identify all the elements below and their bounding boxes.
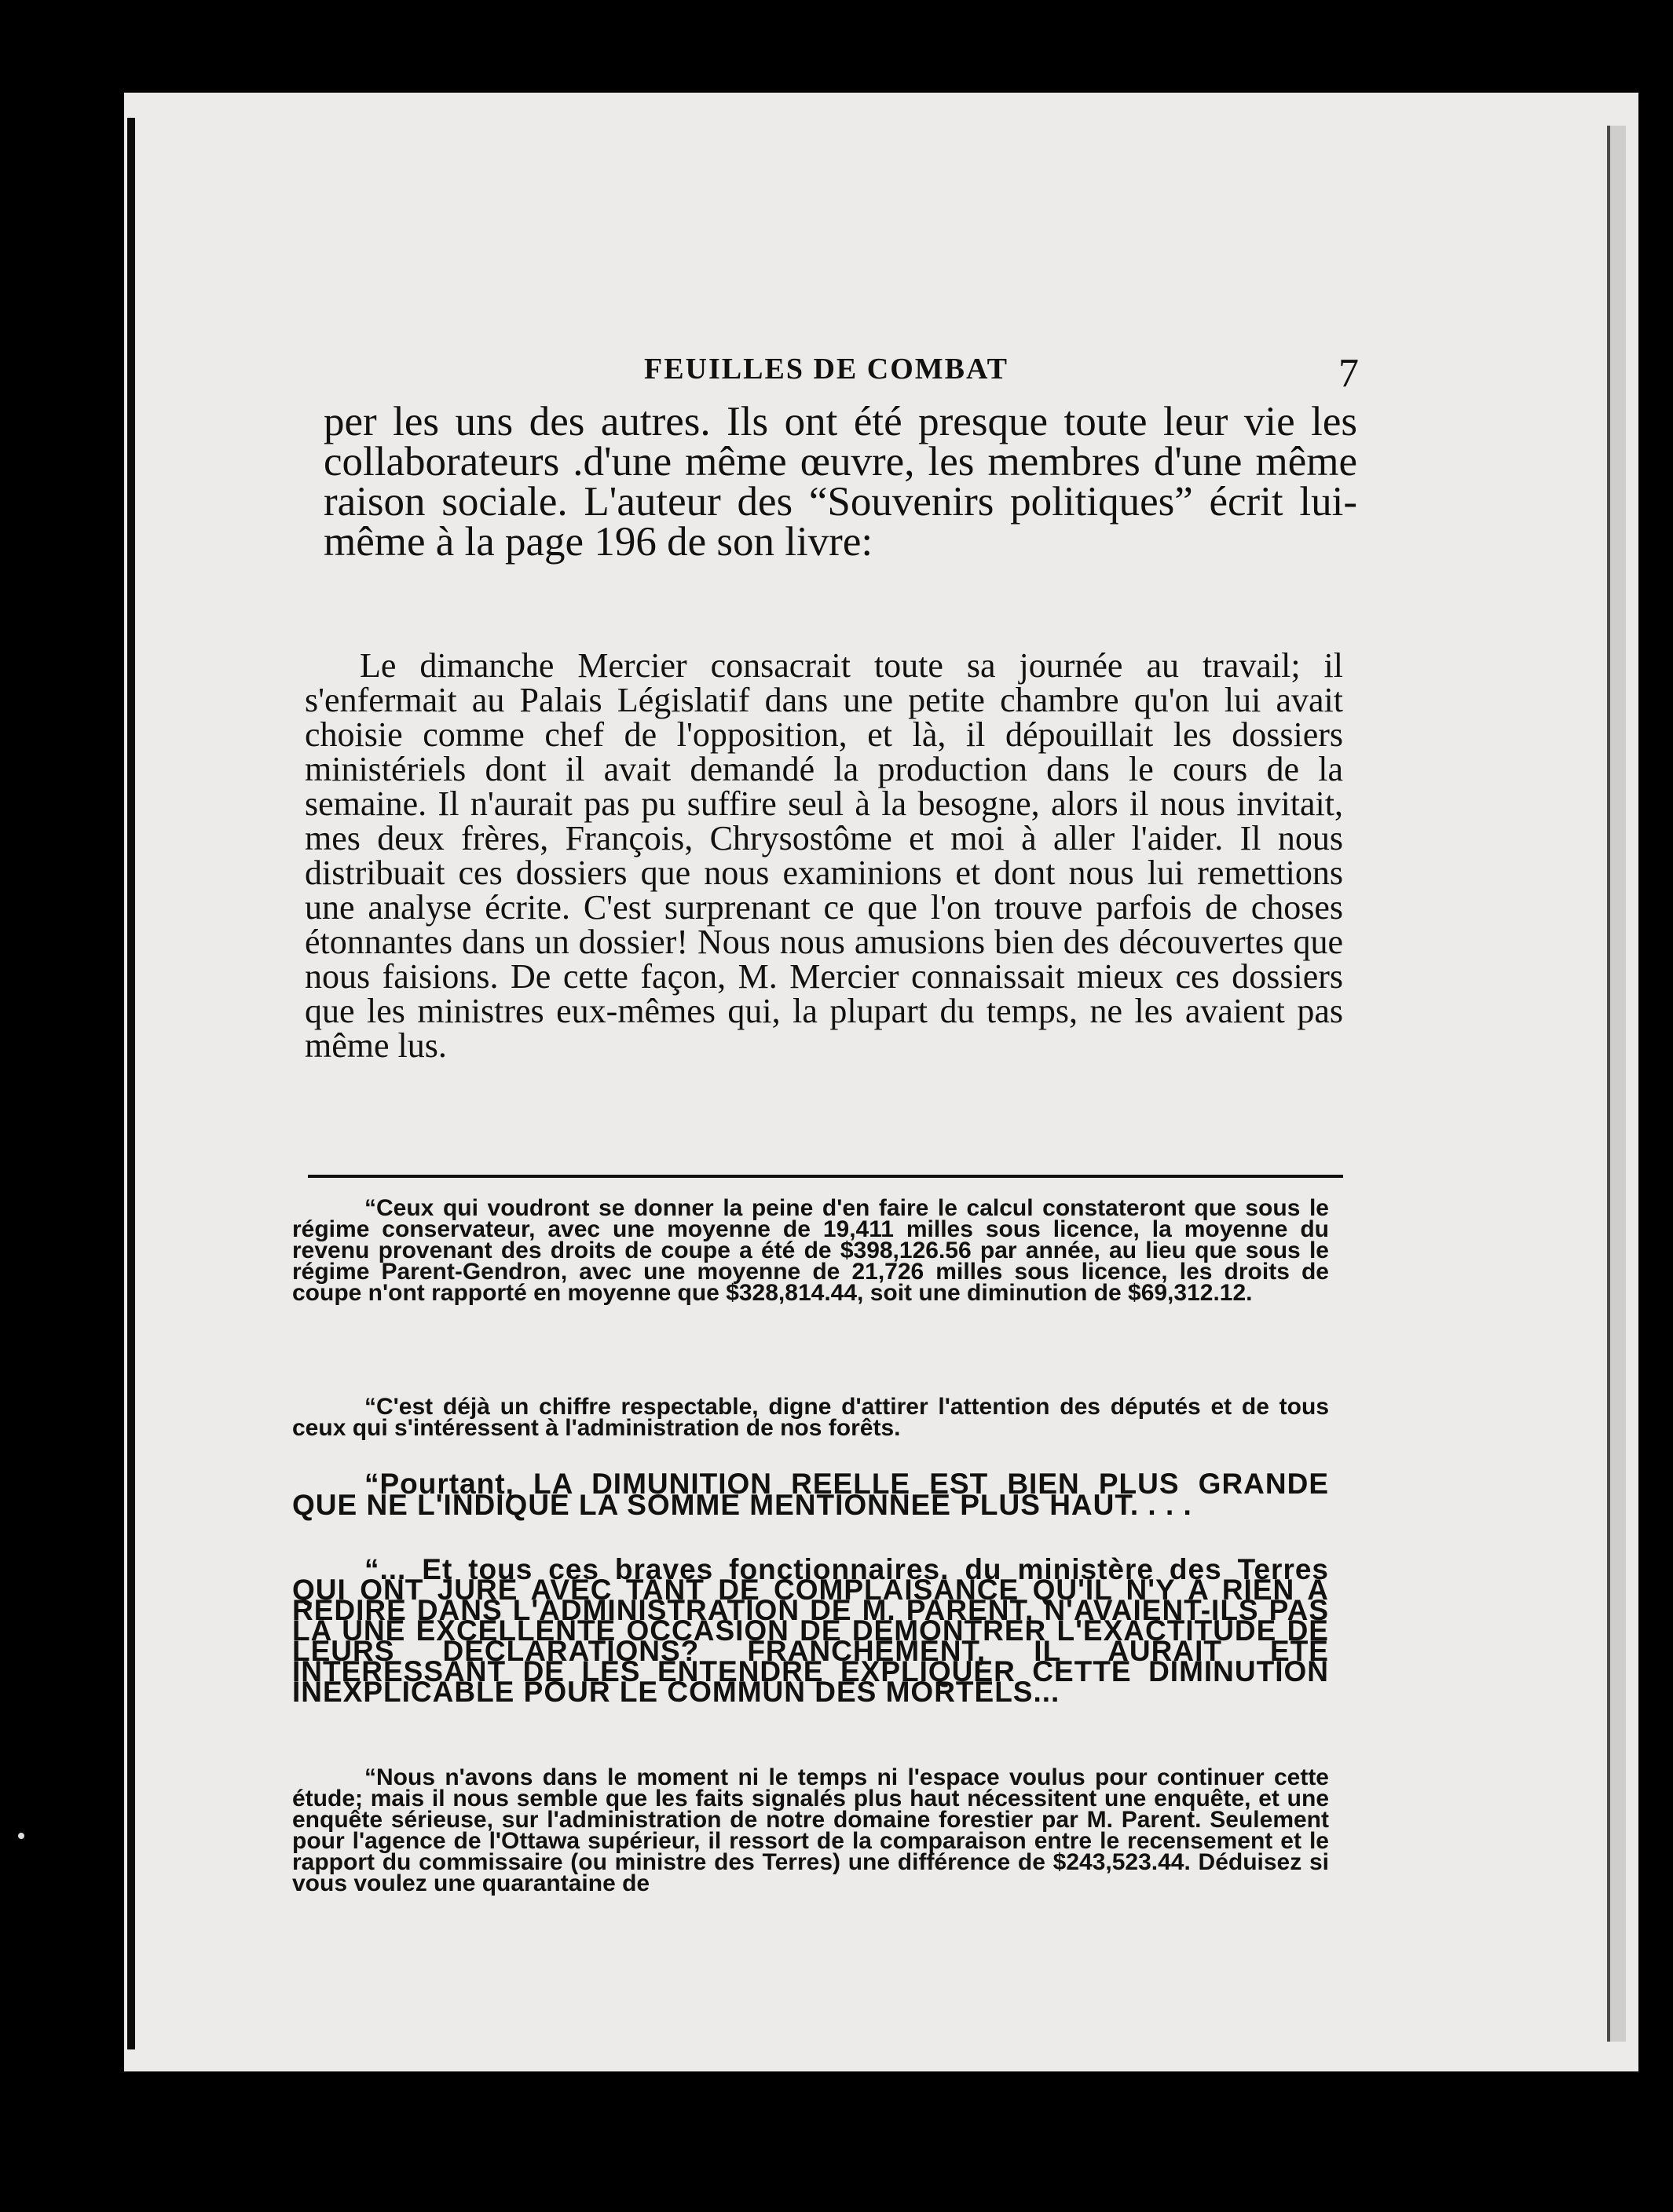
- footnote-paragraph-1: “Ceux qui voudront se donner la peine d'en faire le calcul constateront que sous le régime conservateur, avec une moyenne de 19,411 milles sous licence, la moyenne du revenu provenant des droits de coupe a été de $398,126.56 par année, au lieu que sous le régime Parent-Gendron, avec une moyenne de 21,726 milles sous licence, les droits de coupe n'ont rapporté en moyenne que $328,814.44, soit une diminution de $69,312.12.: [292, 1195, 1329, 1306]
- quoted-passage: Le dimanche Mercier consacrait toute sa journée au travail; il s'enfermait au Palais Législatif dans une petite chambre qu'on lui avait choisie comme chef de l'opposition, et là, il dépouillait les dossiers ministériels dont il avait demandé la production dans le cours de la semaine. Il n'aurait pas pu suffire seul à la besogne, alors il nous invitait, mes deux frères, François, Chrysostôme et moi à aller l'aider. Il nous distribuait ces dossiers que nous examinions et dont nous lui remettions une analyse écrite. C'est surprenant ce que l'on trouve parfois de choses étonnantes dans un dossier! Nous nous amusions bien des découvertes que nous faisions. De cette façon, M. Mercier connaissait mieux ces dossiers que les ministres eux-mêmes qui, la plupart du temps, ne les avaient pas même lus.: [305, 646, 1343, 1065]
- footnote-paragraph-3: “Pourtant, LA DIMUNITION REELLE EST BIEN PLUS GRANDE QUE NE L'INDIQUE LA SOMME MENTIONNEE PLUS HAUT. . . .: [292, 1468, 1329, 1521]
- running-title: FEUILLES DE COMBAT: [644, 353, 1009, 386]
- footnote-paragraph-5: “Nous n'avons dans le moment ni le temps ni l'espace voulus pour continuer cette étude; mais il nous semble que les faits signalés plus haut nécessitent une enquête, et une enquête sérieuse, sur l'administration de notre domaine forestier par M. Parent. Seulement pour l'agence de l'Ottawa supérieur, il ressort de la comparaison entre le recensement et le rapport du commissaire (ou ministre des Terres) une différence de $243,523.44. Déduisez si vous voulez une quarantaine de: [292, 1764, 1329, 1896]
- footnote-rule: [308, 1175, 1343, 1178]
- page-right-edge: [1607, 126, 1626, 2042]
- scan-speck: [18, 1833, 24, 1839]
- page-number: 7: [1338, 351, 1359, 396]
- body-paragraph: per les uns des autres. Ils ont été presque toute leur vie les collaborateurs .d'une même œuvre, les membres d'une même raison sociale. L'auteur des “Souvenirs politiques” écrit lui-même à la page 196 de son livre:: [324, 399, 1357, 565]
- footnote-paragraph-2: “C'est déjà un chiffre respectable, digne d'attirer l'attention des députés et de tous ceux qui s'intéressent à l'administration de nos forêts.: [292, 1394, 1329, 1441]
- footnote-paragraph-4: “... Et tous ces braves fonctionnaires. du ministère des Terres QUI ONT JURE AVEC TANT DE COMPLAISANCE QU'IL N'Y A RIEN A REDIRE DANS L'ADMINISTRATION DE M. PARENT, N'AVAIENT-ILS PAS LA UNE EXCELLENTE OCCASION DE DEMONTRER L'EXACTITUDE DE LEURS DECLARATIONS? FRANCHEMENT, IL AURAIT ETE INTERESSANT DE LES ENTENDRE EXPLIQUER CETTE DIMINUTION INEXPLICABLE POUR LE COMMUN DES MORTELS...: [292, 1553, 1329, 1708]
- page-gutter-line: [127, 118, 135, 2049]
